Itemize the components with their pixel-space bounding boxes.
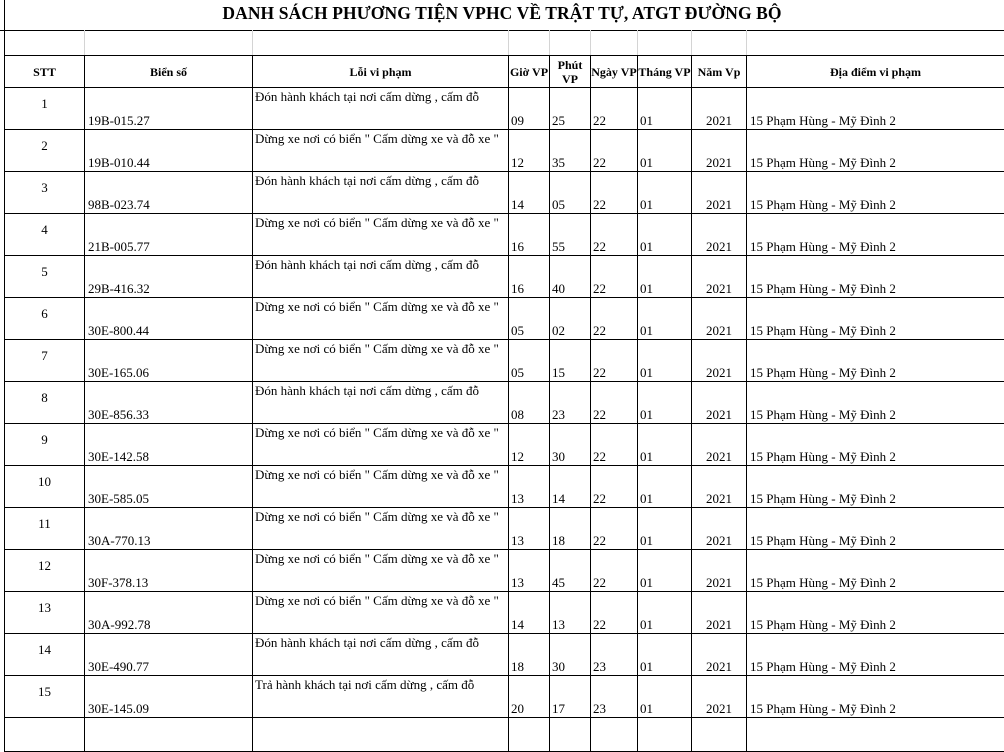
table-row (5, 508, 1004, 550)
cell-nam-vp[interactable]: 2021 (692, 676, 747, 718)
table-row (5, 676, 1004, 718)
cell-nam-vp[interactable]: 2021 (692, 172, 747, 214)
gridline (746, 30, 747, 55)
header-phut-vp[interactable]: Phút VP (550, 56, 591, 88)
table-row (5, 424, 1004, 466)
cell-stt[interactable]: 14 (5, 634, 85, 676)
table-row (5, 172, 1004, 214)
cell-loi-vi-pham[interactable] (253, 130, 509, 172)
cell-thang-vp[interactable]: 01 (638, 172, 692, 214)
cell-nam-vp[interactable]: 2021 (692, 130, 747, 172)
cell-gio-vp[interactable]: 13 (509, 550, 550, 592)
cell-gio-vp[interactable]: 12 (509, 424, 550, 466)
cell-phut-vp[interactable]: 35 (550, 130, 591, 172)
cell-bien-so[interactable]: 29B-416.32 (85, 256, 253, 298)
cell-bien-so[interactable]: 30E-490.77 (85, 634, 253, 676)
violation-text: Dừng xe nơi có biển " Cấm dừng xe và đỗ xe " (255, 509, 505, 524)
gridline (252, 30, 253, 55)
cell-gio-vp[interactable]: 05 (509, 298, 550, 340)
violation-text: Đón hành khách tại nơi cấm dừng , cấm đỗ (255, 173, 505, 188)
cell-ngay-vp[interactable]: 22 (591, 88, 638, 130)
cell-stt[interactable]: 13 (5, 592, 85, 634)
table-row (5, 634, 1004, 676)
cell-phut-vp[interactable]: 17 (550, 676, 591, 718)
cell-gio-vp[interactable]: 13 (509, 466, 550, 508)
gridline (691, 30, 692, 55)
table-cell[interactable] (85, 718, 253, 752)
cell-phut-vp[interactable]: 05 (550, 172, 591, 214)
table-cell[interactable] (550, 718, 591, 752)
cell-stt[interactable]: 11 (5, 508, 85, 550)
cell-dia-diem[interactable]: 15 Phạm Hùng - Mỹ Đình 2 (747, 424, 1004, 466)
header-nam-vp[interactable]: Năm Vp (692, 56, 747, 88)
cell-phut-vp[interactable]: 45 (550, 550, 591, 592)
cell-ngay-vp[interactable]: 23 (591, 634, 638, 676)
cell-bien-so[interactable]: 30E-800.44 (85, 298, 253, 340)
violations-table (4, 55, 1004, 752)
cell-phut-vp[interactable]: 13 (550, 592, 591, 634)
cell-dia-diem[interactable]: 15 Phạm Hùng - Mỹ Đình 2 (747, 340, 1004, 382)
table-cell[interactable] (5, 718, 85, 752)
cell-stt[interactable]: 1 (5, 88, 85, 130)
table-row (5, 466, 1004, 508)
header-loi-vi-pham[interactable]: Lỗi vi phạm (253, 56, 509, 88)
table-cell[interactable] (747, 718, 1004, 752)
cell-loi-vi-pham[interactable] (253, 508, 509, 550)
cell-thang-vp[interactable]: 01 (638, 256, 692, 298)
cell-thang-vp[interactable]: 01 (638, 550, 692, 592)
gridline (508, 30, 509, 55)
cell-loi-vi-pham[interactable] (253, 466, 509, 508)
cell-dia-diem[interactable]: 15 Phạm Hùng - Mỹ Đình 2 (747, 172, 1004, 214)
cell-bien-so[interactable]: 30F-378.13 (85, 550, 253, 592)
cell-loi-vi-pham[interactable] (253, 550, 509, 592)
cell-thang-vp[interactable]: 01 (638, 88, 692, 130)
table-body (5, 88, 1004, 752)
cell-loi-vi-pham[interactable] (253, 382, 509, 424)
gridline (549, 30, 550, 55)
cell-ngay-vp[interactable]: 22 (591, 130, 638, 172)
cell-stt[interactable]: 5 (5, 256, 85, 298)
cell-thang-vp[interactable]: 01 (638, 340, 692, 382)
cell-loi-vi-pham[interactable] (253, 298, 509, 340)
cell-gio-vp[interactable]: 09 (509, 88, 550, 130)
header-stt[interactable]: STT (5, 56, 85, 88)
header-ngay-vp[interactable]: Ngày VP (591, 56, 638, 88)
cell-ngay-vp[interactable]: 22 (591, 256, 638, 298)
table-row (5, 592, 1004, 634)
violation-text: Dừng xe nơi có biển " Cấm dừng xe và đỗ xe " (255, 593, 505, 608)
cell-bien-so[interactable]: 30E-142.58 (85, 424, 253, 466)
cell-bien-so[interactable]: 30E-145.09 (85, 676, 253, 718)
cell-phut-vp[interactable]: 23 (550, 382, 591, 424)
cell-dia-diem[interactable]: 15 Phạm Hùng - Mỹ Đình 2 (747, 298, 1004, 340)
table-row (5, 214, 1004, 256)
cell-thang-vp[interactable]: 01 (638, 424, 692, 466)
cell-gio-vp[interactable]: 13 (509, 508, 550, 550)
cell-loi-vi-pham[interactable] (253, 172, 509, 214)
cell-bien-so[interactable]: 19B-015.27 (85, 88, 253, 130)
cell-phut-vp[interactable]: 30 (550, 424, 591, 466)
violation-text: Đón hành khách tại nơi cấm dừng , cấm đỗ (255, 635, 505, 650)
cell-nam-vp[interactable]: 2021 (692, 298, 747, 340)
cell-bien-so[interactable]: 30A-770.13 (85, 508, 253, 550)
cell-thang-vp[interactable]: 01 (638, 130, 692, 172)
table-header-row (5, 56, 1004, 88)
cell-thang-vp[interactable]: 01 (638, 676, 692, 718)
cell-thang-vp[interactable]: 01 (638, 508, 692, 550)
cell-loi-vi-pham[interactable] (253, 214, 509, 256)
cell-nam-vp[interactable]: 2021 (692, 340, 747, 382)
cell-stt[interactable]: 9 (5, 424, 85, 466)
cell-ngay-vp[interactable]: 22 (591, 382, 638, 424)
cell-dia-diem[interactable]: 15 Phạm Hùng - Mỹ Đình 2 (747, 676, 1004, 718)
table-cell[interactable] (591, 718, 638, 752)
cell-loi-vi-pham[interactable] (253, 592, 509, 634)
table-cell[interactable] (692, 718, 747, 752)
cell-phut-vp[interactable]: 14 (550, 466, 591, 508)
cell-loi-vi-pham[interactable] (253, 340, 509, 382)
cell-thang-vp[interactable]: 01 (638, 634, 692, 676)
cell-nam-vp[interactable]: 2021 (692, 256, 747, 298)
cell-phut-vp[interactable]: 30 (550, 634, 591, 676)
cell-thang-vp[interactable]: 01 (638, 298, 692, 340)
cell-bien-so[interactable]: 30E-165.06 (85, 340, 253, 382)
cell-dia-diem[interactable]: 15 Phạm Hùng - Mỹ Đình 2 (747, 466, 1004, 508)
cell-stt[interactable]: 3 (5, 172, 85, 214)
gridline (590, 30, 591, 55)
cell-nam-vp[interactable]: 2021 (692, 508, 747, 550)
gridline (84, 30, 85, 55)
cell-gio-vp[interactable]: 12 (509, 130, 550, 172)
cell-phut-vp[interactable]: 18 (550, 508, 591, 550)
header-bien-so[interactable]: Biển số (85, 56, 253, 88)
cell-phut-vp[interactable]: 25 (550, 88, 591, 130)
blank-spacer-row (0, 30, 1004, 55)
cell-stt[interactable]: 2 (5, 130, 85, 172)
cell-nam-vp[interactable]: 2021 (692, 634, 747, 676)
cell-ngay-vp[interactable]: 22 (591, 592, 638, 634)
violation-text: Dừng xe nơi có biển " Cấm dừng xe và đỗ xe " (255, 131, 505, 146)
cell-phut-vp[interactable]: 15 (550, 340, 591, 382)
cell-bien-so[interactable]: 21B-005.77 (85, 214, 253, 256)
table-row (5, 340, 1004, 382)
cell-gio-vp[interactable]: 14 (509, 172, 550, 214)
cell-gio-vp[interactable]: 08 (509, 382, 550, 424)
cell-nam-vp[interactable]: 2021 (692, 382, 747, 424)
cell-ngay-vp[interactable]: 22 (591, 550, 638, 592)
cell-loi-vi-pham[interactable] (253, 424, 509, 466)
cell-phut-vp[interactable]: 55 (550, 214, 591, 256)
violation-text: Đón hành khách tại nơi cấm dừng , cấm đỗ (255, 257, 505, 272)
cell-loi-vi-pham[interactable] (253, 634, 509, 676)
cell-ngay-vp[interactable]: 22 (591, 298, 638, 340)
table-row (5, 256, 1004, 298)
cell-dia-diem[interactable]: 15 Phạm Hùng - Mỹ Đình 2 (747, 382, 1004, 424)
cell-loi-vi-pham[interactable] (253, 676, 509, 718)
violation-text: Dừng xe nơi có biển " Cấm dừng xe và đỗ xe " (255, 341, 505, 356)
cell-bien-so[interactable]: 98B-023.74 (85, 172, 253, 214)
table-row (5, 130, 1004, 172)
table-row (5, 298, 1004, 340)
gridline (637, 30, 638, 55)
cell-stt[interactable]: 4 (5, 214, 85, 256)
cell-phut-vp[interactable]: 40 (550, 256, 591, 298)
cell-dia-diem[interactable]: 15 Phạm Hùng - Mỹ Đình 2 (747, 88, 1004, 130)
cell-stt[interactable]: 10 (5, 466, 85, 508)
cell-gio-vp[interactable]: 16 (509, 214, 550, 256)
violation-text: Dừng xe nơi có biển " Cấm dừng xe và đỗ xe " (255, 425, 505, 440)
cell-loi-vi-pham[interactable] (253, 256, 509, 298)
cell-stt[interactable]: 6 (5, 298, 85, 340)
cell-dia-diem[interactable]: 15 Phạm Hùng - Mỹ Đình 2 (747, 634, 1004, 676)
cell-ngay-vp[interactable]: 23 (591, 676, 638, 718)
violation-text: Đón hành khách tại nơi cấm dừng , cấm đỗ (255, 383, 505, 398)
header-dia-diem[interactable]: Địa điểm vi phạm (747, 56, 1004, 88)
cell-bien-so[interactable]: 30E-585.05 (85, 466, 253, 508)
partial-row (5, 718, 1004, 752)
violation-text: Dừng xe nơi có biển " Cấm dừng xe và đỗ xe " (255, 467, 505, 482)
cell-nam-vp[interactable]: 2021 (692, 592, 747, 634)
cell-bien-so[interactable]: 19B-010.44 (85, 130, 253, 172)
page-title: DANH SÁCH PHƯƠNG TIỆN VPHC VỀ TRẬT TỰ, ATGT ĐƯỜNG BỘ (0, 3, 1004, 24)
cell-thang-vp[interactable]: 01 (638, 592, 692, 634)
cell-gio-vp[interactable]: 20 (509, 676, 550, 718)
title-row (0, 0, 1004, 31)
cell-bien-so[interactable]: 30E-856.33 (85, 382, 253, 424)
cell-ngay-vp[interactable]: 22 (591, 214, 638, 256)
cell-stt[interactable]: 15 (5, 676, 85, 718)
cell-dia-diem[interactable]: 15 Phạm Hùng - Mỹ Đình 2 (747, 130, 1004, 172)
cell-nam-vp[interactable]: 2021 (692, 88, 747, 130)
cell-ngay-vp[interactable]: 22 (591, 340, 638, 382)
violation-text: Dừng xe nơi có biển " Cấm dừng xe và đỗ xe " (255, 215, 505, 230)
cell-gio-vp[interactable]: 14 (509, 592, 550, 634)
cell-ngay-vp[interactable]: 22 (591, 424, 638, 466)
table-cell[interactable] (253, 718, 509, 752)
violation-text: Đón hành khách tại nơi cấm dừng , cấm đỗ (255, 89, 505, 104)
cell-ngay-vp[interactable]: 22 (591, 508, 638, 550)
cell-ngay-vp[interactable]: 22 (591, 466, 638, 508)
cell-thang-vp[interactable]: 01 (638, 214, 692, 256)
cell-nam-vp[interactable]: 2021 (692, 550, 747, 592)
cell-stt[interactable]: 12 (5, 550, 85, 592)
cell-dia-diem[interactable]: 15 Phạm Hùng - Mỹ Đình 2 (747, 256, 1004, 298)
cell-stt[interactable]: 8 (5, 382, 85, 424)
violation-text: Dừng xe nơi có biển " Cấm dừng xe và đỗ xe " (255, 299, 505, 314)
cell-nam-vp[interactable]: 2021 (692, 424, 747, 466)
cell-nam-vp[interactable]: 2021 (692, 466, 747, 508)
violation-text: Dừng xe nơi có biển " Cấm dừng xe và đỗ xe " (255, 551, 505, 566)
cell-dia-diem[interactable]: 15 Phạm Hùng - Mỹ Đình 2 (747, 592, 1004, 634)
header-thang-vp[interactable]: Tháng VP (638, 56, 692, 88)
cell-gio-vp[interactable]: 05 (509, 340, 550, 382)
cell-dia-diem[interactable]: 15 Phạm Hùng - Mỹ Đình 2 (747, 550, 1004, 592)
cell-phut-vp[interactable]: 02 (550, 298, 591, 340)
cell-loi-vi-pham[interactable] (253, 88, 509, 130)
header-gio-vp[interactable]: Giờ VP (509, 56, 550, 88)
violation-text: Trả hành khách tại nơi cấm dừng , cấm đỗ (255, 677, 505, 692)
table-row (5, 382, 1004, 424)
cell-gio-vp[interactable]: 18 (509, 634, 550, 676)
table-cell[interactable] (638, 718, 692, 752)
cell-gio-vp[interactable]: 16 (509, 256, 550, 298)
cell-stt[interactable]: 7 (5, 340, 85, 382)
table-cell[interactable] (509, 718, 550, 752)
cell-bien-so[interactable]: 30A-992.78 (85, 592, 253, 634)
cell-nam-vp[interactable]: 2021 (692, 214, 747, 256)
cell-thang-vp[interactable]: 01 (638, 466, 692, 508)
cell-dia-diem[interactable]: 15 Phạm Hùng - Mỹ Đình 2 (747, 508, 1004, 550)
table-row (5, 550, 1004, 592)
cell-dia-diem[interactable]: 15 Phạm Hùng - Mỹ Đình 2 (747, 214, 1004, 256)
cell-thang-vp[interactable]: 01 (638, 382, 692, 424)
cell-ngay-vp[interactable]: 22 (591, 172, 638, 214)
table-row (5, 88, 1004, 130)
